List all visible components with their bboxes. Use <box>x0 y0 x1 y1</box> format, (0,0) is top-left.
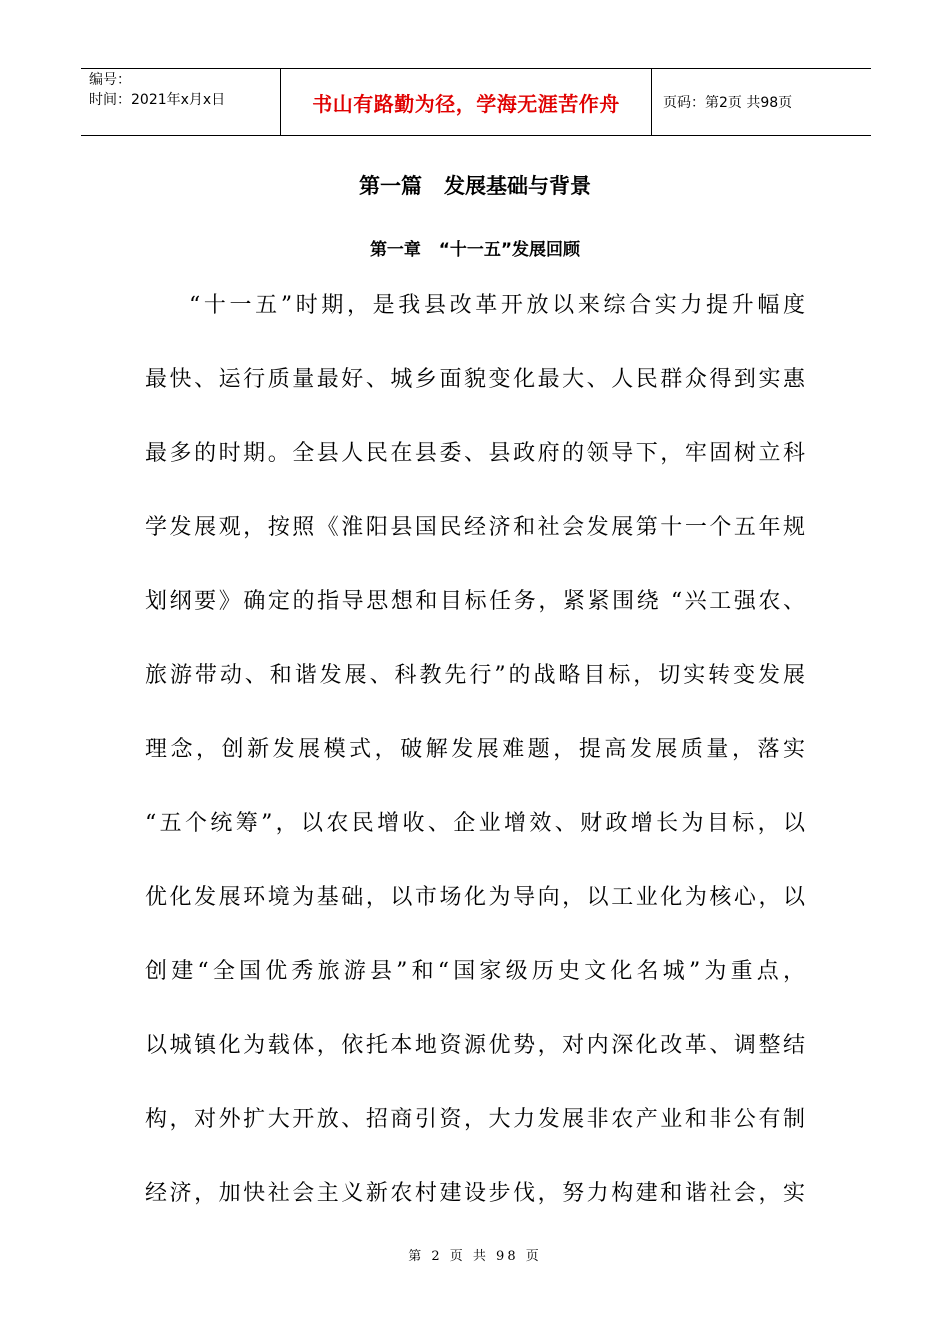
paragraph-line: 学发展观，按照《淮阳县国民经济和社会发展第十一个五年规 <box>145 515 805 540</box>
paragraph-line: 旅游带动、和谐发展、科教先行”的战略目标，切实转变发展 <box>145 663 805 688</box>
body-paragraph <box>145 280 805 1242</box>
paragraph-line: 最快、运行质量最好、城乡面貌变化最大、人民群众得到实惠 <box>145 367 805 392</box>
header-divider <box>651 68 652 136</box>
part-title: 第一篇 发展基础与背景 <box>359 174 591 198</box>
paragraph-line: 理念，创新发展模式，破解发展难题，提高发展质量，落实 <box>145 737 805 762</box>
header-motto: 书山有路勤为径，学海无涯苦作舟 <box>312 91 620 116</box>
paragraph-line: 优化发展环境为基础，以市场化为导向，以工业化为核心，以 <box>145 885 805 910</box>
document-number-label: 编号： <box>89 72 131 88</box>
header-meta <box>89 70 279 110</box>
paragraph-line: “五个统筹”，以农民增收、企业增效、财政增长为目标，以 <box>145 811 805 836</box>
paragraph-line: 以城镇化为载体，依托本地资源优势，对内深化改革、调整结 <box>145 1033 805 1058</box>
paragraph-line: 划纲要》确定的指导思想和目标任务，紧紧围绕 “兴工强农、 <box>145 589 805 614</box>
paragraph-line: “十一五”时期，是我县改革开放以来综合实力提升幅度 <box>189 293 805 318</box>
header-page-info: 页码：第2页 共98页 <box>663 95 793 111</box>
paragraph-line: 最多的时期。全县人民在县委、县政府的领导下，牢固树立科 <box>145 441 805 466</box>
chapter-title: 第一章 “十一五”发展回顾 <box>369 240 581 260</box>
paragraph-line: 创建“全国优秀旅游县”和“国家级历史文化名城”为重点， <box>145 959 805 984</box>
paragraph-line: 经济，加快社会主义新农村建设步伐，努力构建和谐社会，实 <box>145 1181 805 1206</box>
page-header <box>81 68 871 136</box>
document-time: 时间：2021年x月x日 <box>89 92 226 108</box>
paragraph-line: 构，对外扩大开放、招商引资，大力发展非农产业和非公有制 <box>145 1107 805 1132</box>
page-footer: 第 2 页 共 98 页 <box>408 1249 542 1264</box>
